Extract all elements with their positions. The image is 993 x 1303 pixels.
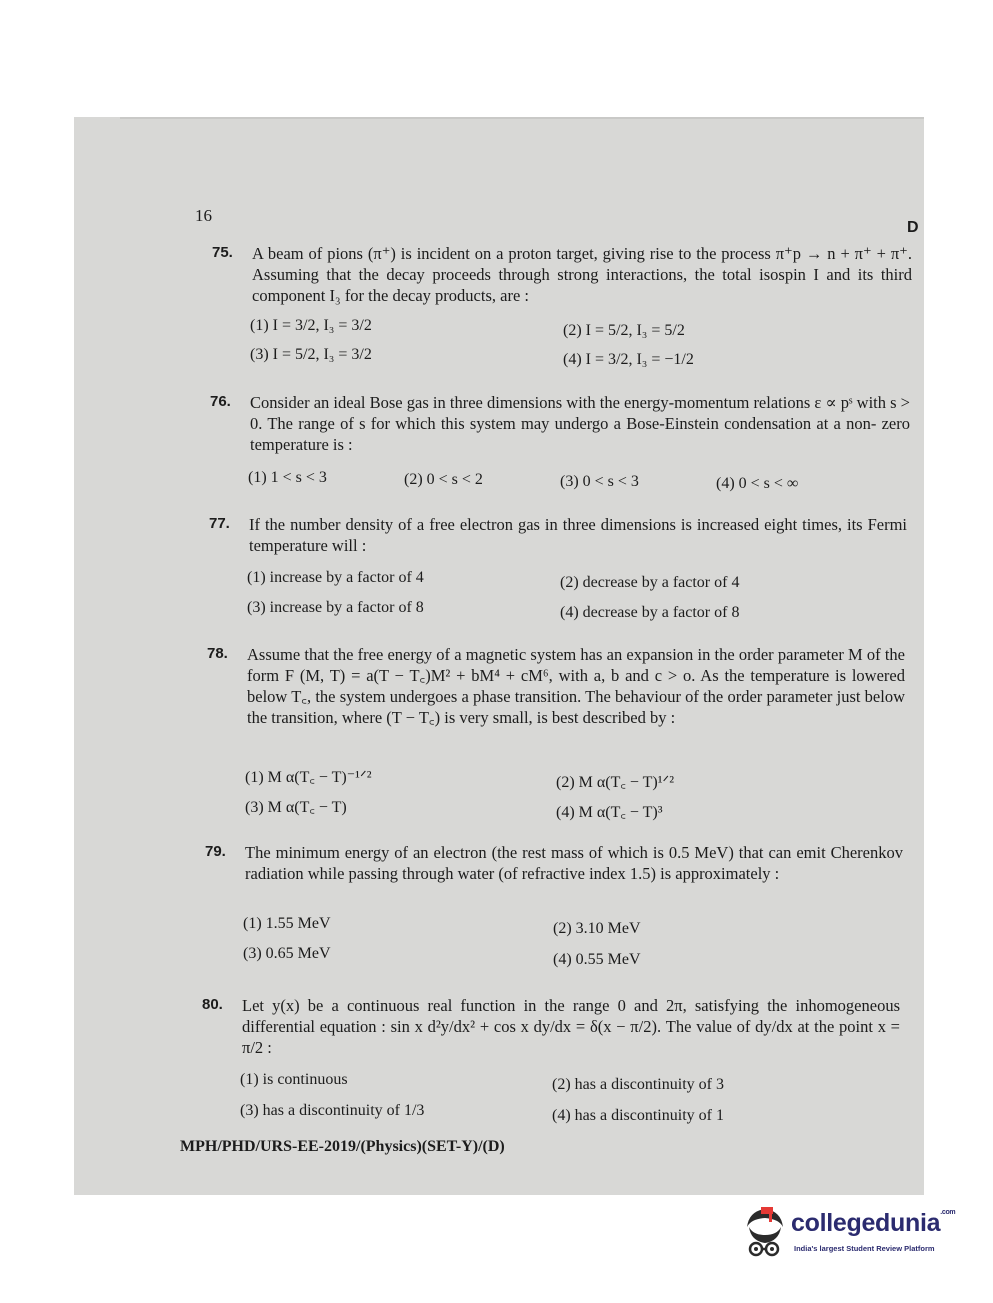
question-text: Let y(x) be a continuous real function in the range 0 and 2π, satisfying the inhomogeneous differential equation : sin x d²y/dx² + cos x dy/dx = δ(x − π/2). The value of dy/dx at the point x = π/2 : [242,996,900,1057]
option-1: (1) M α(T꜀ − T)⁻¹ᐟ² [245,769,372,786]
question-78 [207,645,907,830]
option-3: (3) 0 < s < 3 [560,473,639,490]
option-2: (2) M α(T꜀ − T)¹ᐟ² [556,774,675,791]
option-4: (4) 0 < s < ∞ [716,475,799,492]
student-mascot-icon [739,1205,789,1261]
question-80 [202,996,902,1131]
option-3: (3) M α(T꜀ − T) [245,799,347,816]
brand-name: collegedunia$^{.com}$ [791,1209,956,1237]
option-1: (1) increase by a factor of 4 [247,569,424,586]
question-number: 75. [212,244,233,261]
option-3: (3) 0.65 MeV [243,945,331,962]
option-4: (4) has a discontinuity of 1 [552,1107,724,1124]
option-4: (4) decrease by a factor of 8 [560,604,740,621]
question-number: 79. [205,843,226,860]
brand-tagline: India's largest Student Review Platform [794,1244,935,1253]
option-4: (4) I = 3/2, I₃ = −1/2 [563,351,694,368]
option-2: (2) I = 5/2, I₃ = 5/2 [563,322,685,339]
question-text: Assume that the free energy of a magnetic system has an expansion in the order parameter M of the form F (M, T) = a(T − T꜀)M² + bM⁴ + cM⁶, with a, b and c > o. As the temperature is lowered below T꜀, the system undergoes a phase transition. The behaviour of the order parameter just below the transition, where (T − T꜀) is very small, is best described by : [247,645,905,727]
question-number: 76. [210,393,231,410]
option-3: (3) increase by a factor of 8 [247,599,424,616]
page-number: 16 [195,206,212,225]
question-text: A beam of pions (π⁺) is incident on a proton target, giving rise to the process π⁺p → n + π⁺ + π⁺. Assuming that the decay proceeds through strong interactions, the total isospin I and its third component I₃ for the decay products, are : [252,244,912,305]
question-text: Consider an ideal Bose gas in three dimensions with the energy-momentum relations ε ∝ pˢ with s > 0. The range of s for which this system may undergo a Bose-Einstein condensation at a non- zero temperature is : [250,393,910,454]
option-1: (1) 1 < s < 3 [248,469,327,486]
scan-edge [120,117,924,119]
option-2: (2) 0 < s < 2 [404,471,483,488]
question-number: 80. [202,996,223,1013]
collegedunia-watermark [739,1205,969,1263]
question-75 [212,244,912,374]
exam-code-footer: MPH/PHD/URS-EE-2019/(Physics)(SET-Y)/(D) [180,1138,505,1155]
question-text: The minimum energy of an electron (the rest mass of which is 0.5 MeV) that can emit Cherenkov radiation while passing through water (of refractive index 1.5) is approximately : [245,843,903,883]
option-2: (2) 3.10 MeV [553,920,641,937]
option-1: (1) I = 3/2, I₃ = 3/2 [250,317,372,334]
question-text: If the number density of a free electron gas in three dimensions is increased eight times, its Fermi temperature will : [249,515,907,555]
option-3: (3) has a discontinuity of 1/3 [240,1102,425,1119]
question-number: 78. [207,645,228,662]
question-76 [210,393,910,493]
brand-suffix: .com [940,1209,956,1216]
option-2: (2) has a discontinuity of 3 [552,1076,724,1093]
question-79 [205,843,905,973]
option-1: (1) is continuous [240,1071,348,1088]
option-3: (3) I = 5/2, I₃ = 3/2 [250,346,372,363]
option-1: (1) 1.55 MeV [243,915,331,932]
set-code: D [907,219,919,236]
question-number: 77. [209,515,230,532]
option-4: (4) M α(T꜀ − T)³ [556,804,663,821]
option-2: (2) decrease by a factor of 4 [560,574,740,591]
question-77 [209,515,909,625]
option-4: (4) 0.55 MeV [553,951,641,968]
